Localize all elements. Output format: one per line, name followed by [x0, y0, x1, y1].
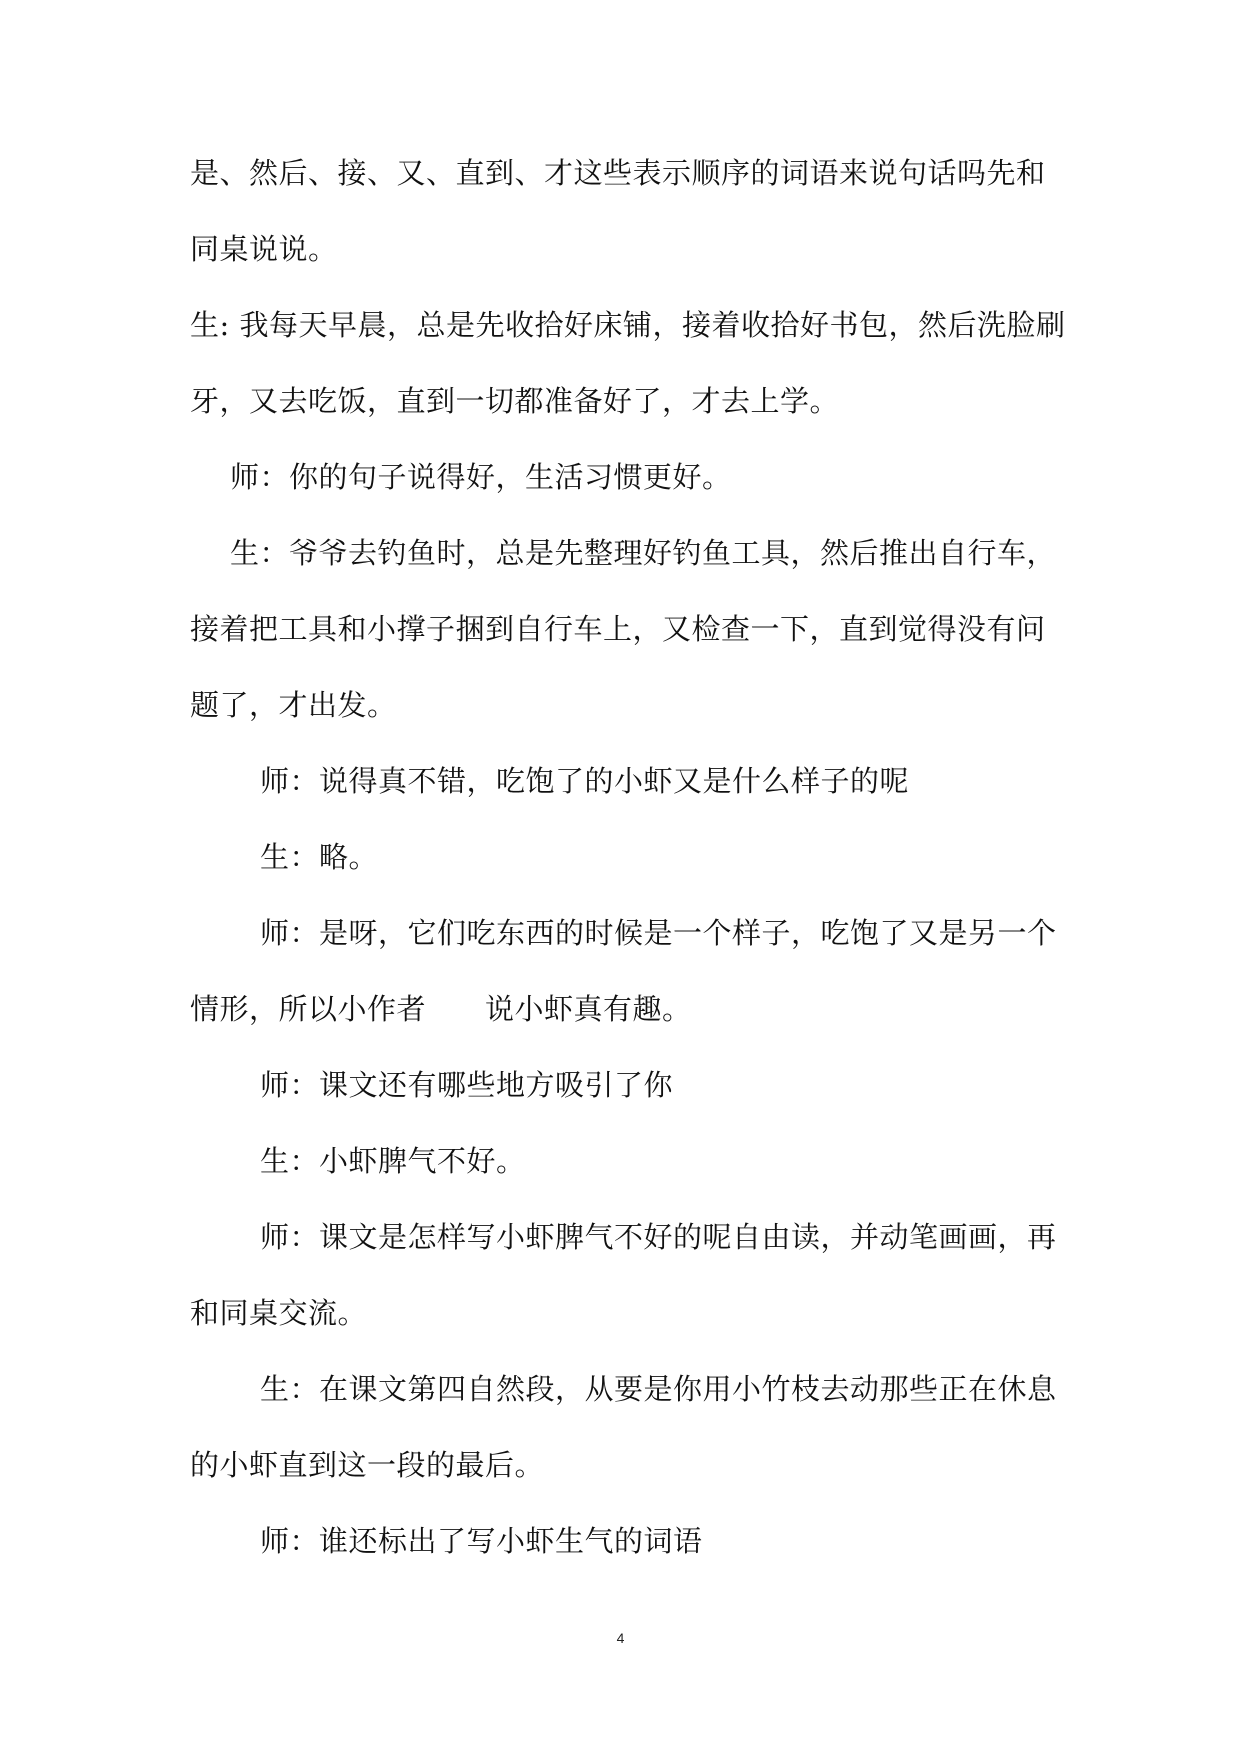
paragraph-10: 师：课文是怎样写小虾脾气不好的呢自由读，并动笔画画，再和同桌交流。 [190, 1220, 1057, 1330]
paragraph-2: 生: 我每天早晨，总是先收拾好床铺，接着收拾好书包，然后洗脸刷牙，又去吃饭，直到一切都准备好了，才去上学。 [190, 308, 1066, 418]
paragraph-11: 生：在课文第四自然段，从要是你用小竹枝去动那些正在休息的小虾直到这一段的最后。 [190, 1372, 1057, 1482]
paragraph-12: 师：谁还标出了写小虾生气的词语 [260, 1524, 703, 1558]
paragraph-1: 是、然后、接、又、直到、才这些表示顺序的词语来说句话吗先和同桌说说。 [190, 156, 1046, 266]
paragraph-6: 生：略。 [260, 840, 379, 874]
paragraph-3: 师：你的句子说得好，生活习惯更好。 [230, 460, 732, 494]
page-number: 4 [616, 1630, 625, 1646]
paragraph-7: 师：是呀，它们吃东西的时候是一个样子，吃饱了又是另一个情形，所以小作者 说小虾真有趣。 [190, 916, 1057, 1026]
page-body [190, 135, 1070, 1579]
paragraph-4: 生：爷爷去钓鱼时，总是先整理好钓鱼工具，然后推出自行车，接着把工具和小撑子捆到自行车上，又检查一下，直到觉得没有问题了，才出发。 [190, 536, 1057, 722]
paragraph-5: 师：说得真不错，吃饱了的小虾又是什么样子的呢 [260, 764, 910, 798]
paragraph-8: 师：课文还有哪些地方吸引了你 [260, 1068, 674, 1102]
paragraph-9: 生：小虾脾气不好。 [260, 1144, 526, 1178]
